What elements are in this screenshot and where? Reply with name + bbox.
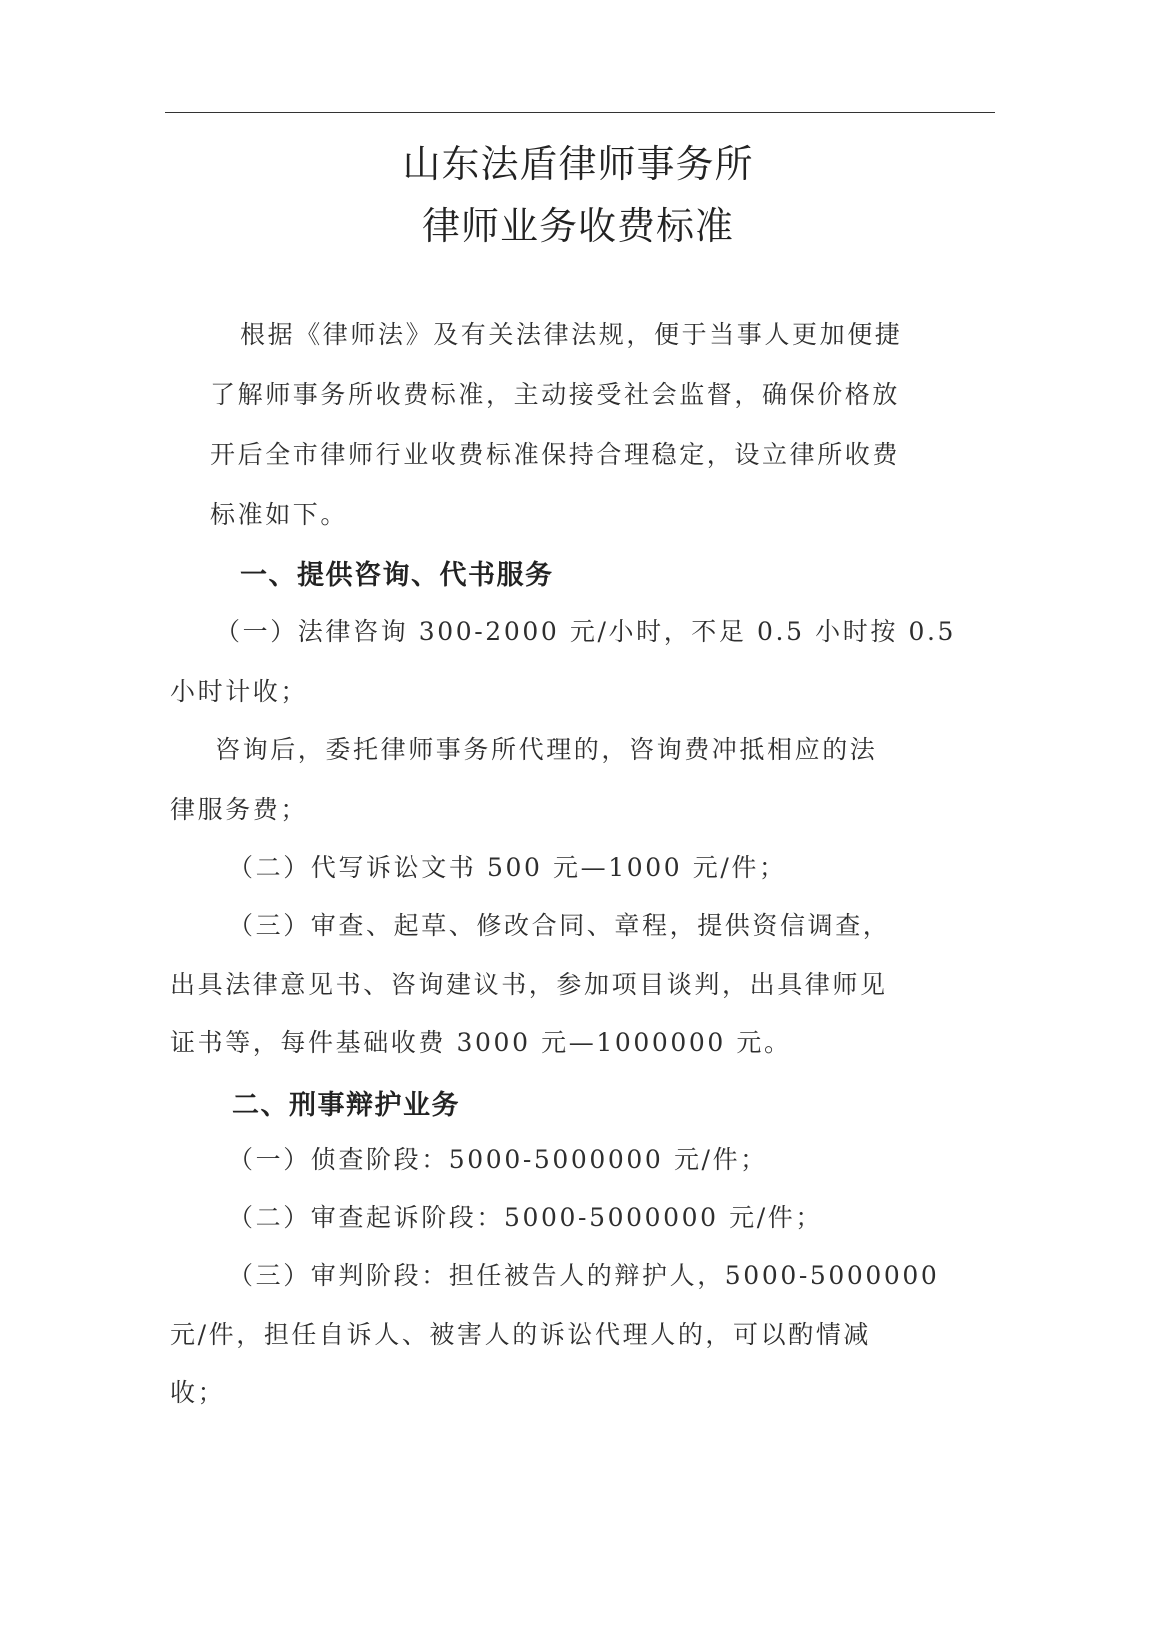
section1-note-line1: 咨询后，委托律师事务所代理的，咨询费冲抵相应的法 [215,735,878,764]
section1-item3-line3: 证书等，每件基础收费 3000 元—1000000 元。 [170,1028,792,1057]
section1-note-line2: 律服务费； [170,795,309,824]
section1-heading: 一、提供咨询、代书服务 [240,560,554,591]
section1-item2: （二）代写诉讼文书 500 元—1000 元/件； [228,853,787,882]
intro-line-2: 了解师事务所收费标准，主动接受社会监督，确保价格放 [210,380,901,409]
section2-item2: （二）审查起诉阶段：5000-5000000 元/件； [228,1203,823,1232]
section2-heading: 二、刑事辩护业务 [232,1090,460,1121]
header-rule [165,112,995,113]
section1-item3-line1: （三）审查、起草、修改合同、章程，提供资信调查， [228,911,891,940]
section2-item3-line2: 元/件，担任自诉人、被害人的诉讼代理人的，可以酌情减 [170,1320,872,1349]
intro-line-1: 根据《律师法》及有关法律法规，便于当事人更加便捷 [240,320,903,349]
section2-item1: （一）侦查阶段：5000-5000000 元/件； [228,1145,768,1174]
document-title-line1: 山东法盾律师事务所 [402,142,754,186]
document-title-line2: 律师业务收费标准 [421,204,734,248]
intro-line-3: 开后全市律师行业收费标准保持合理稳定，设立律所收费 [210,440,901,469]
section1-item3-line2: 出具法律意见书、咨询建议书，参加项目谈判，出具律师见 [170,970,888,999]
section1-item1-line1: （一）法律咨询 300-2000 元/小时，不足 0.5 小时按 0.5 [215,617,957,646]
section1-item1-line2: 小时计收； [170,677,309,706]
section2-item3-line1: （三）审判阶段：担任被告人的辩护人，5000-5000000 [228,1261,940,1290]
intro-line-4: 标准如下。 [210,500,349,529]
section2-item3-line3: 收； [170,1378,226,1407]
